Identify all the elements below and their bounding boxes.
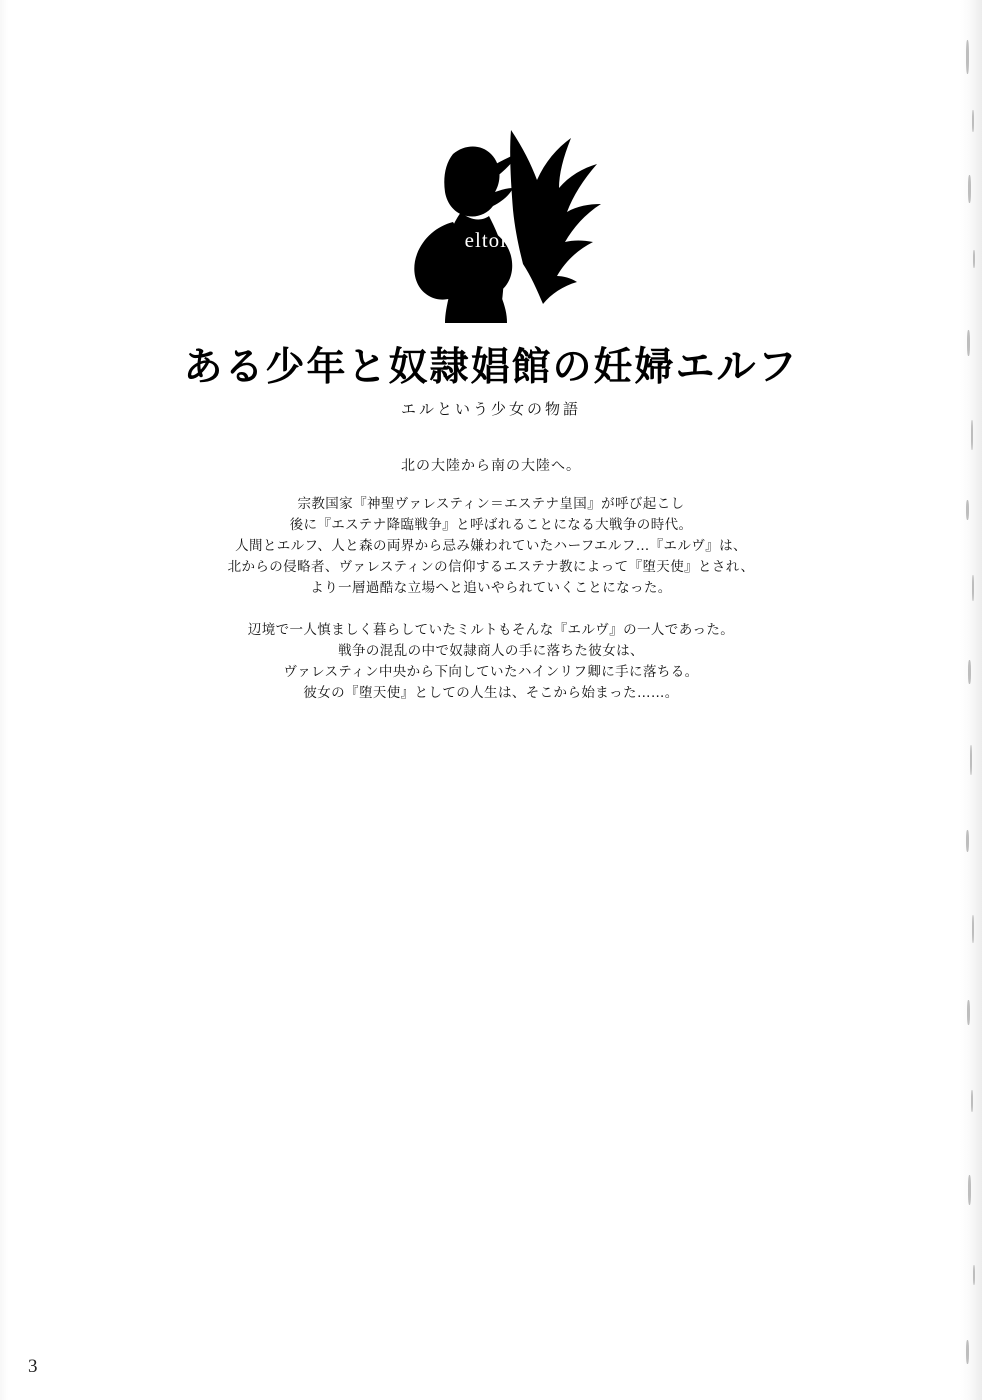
page-subtitle: エルという少女の物語	[400, 400, 581, 418]
publisher-emblem	[0, 118, 982, 323]
scan-speck	[970, 745, 972, 775]
synopsis-line: より一層過酷な立場へと追いやられていくことになった。	[310, 580, 672, 596]
scan-speck	[973, 1265, 975, 1285]
scan-speck	[966, 40, 969, 74]
synopsis-line: 辺境で一人慎ましく暮らしていたミルトもそんな『エルヴ』の一人であった。	[247, 622, 735, 638]
scan-speck	[968, 1175, 971, 1205]
synopsis-paragraph-2	[0, 620, 982, 704]
scan-speck	[966, 1340, 969, 1364]
synopsis-line: ヴァレスティン中央から下向していたハインリフ卿に手に落ちる。	[283, 664, 699, 680]
synopsis-line: 彼女の『堕天使』としての人生は、そこから始まった……。	[303, 685, 679, 701]
synopsis-line: 戦争の混乱の中で奴隷商人の手に落ちた彼女は、	[338, 643, 644, 659]
synopsis-line: 人間とエルフ、人と森の両界から忌み嫌われていたハーフエルフ…『エルヴ』は、	[235, 538, 747, 554]
synopsis-line: 後に『エステナ降臨戦争』と呼ばれることになる大戦争の時代。	[289, 517, 693, 533]
scan-speck	[971, 1090, 973, 1112]
winged-woman-silhouette-icon	[361, 118, 621, 323]
emblem-wordmark: eltole	[464, 228, 518, 252]
page-number: 3	[28, 1356, 38, 1377]
synopsis-paragraph-1	[0, 494, 982, 599]
synopsis-line: 宗教国家『神聖ヴァレスティン＝エステナ皇国』が呼び起こし	[297, 496, 685, 512]
scan-speck	[971, 420, 973, 450]
scan-speck	[966, 830, 969, 852]
scan-speck	[972, 915, 974, 943]
page-title: ある少年と奴隷娼館の妊婦エルフ	[183, 345, 799, 390]
scan-speck	[967, 1000, 970, 1025]
lede-text: 北の大陸から南の大陸へ。	[401, 458, 581, 474]
synopsis-line: 北からの侵略者、ヴァレスティンの信仰するエステナ教によって『堕天使』とされ、	[227, 559, 755, 575]
